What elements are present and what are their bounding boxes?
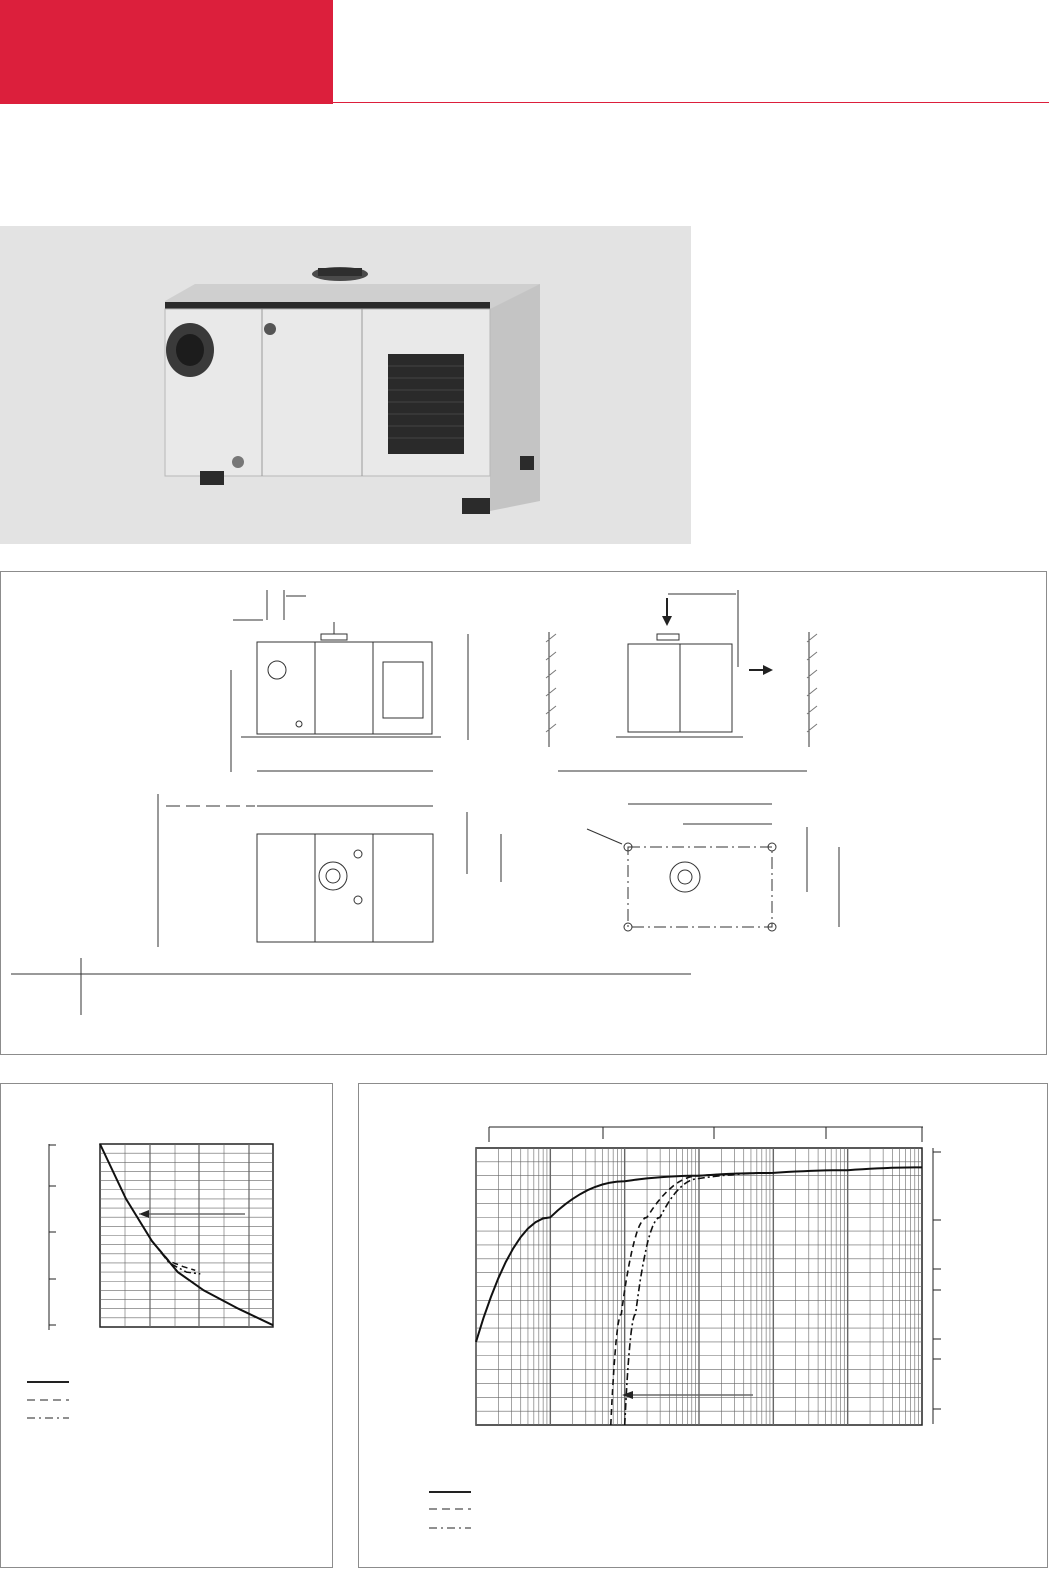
- pump-illustration: [0, 226, 691, 544]
- front-view: [231, 590, 468, 772]
- header-accent-block: [0, 0, 333, 104]
- dimension-views: [1, 572, 1048, 1056]
- chart-right-plot: [359, 1084, 1049, 1569]
- header-rule: [333, 102, 1049, 103]
- product-photo: [0, 226, 691, 544]
- side-view: [549, 590, 809, 771]
- top-view: [158, 794, 501, 947]
- chart-left: [0, 1083, 333, 1568]
- footprint-view: [587, 804, 839, 931]
- dimensional-drawing: [0, 571, 1047, 1055]
- chart-left-plot: [1, 1084, 334, 1569]
- chart-right: [358, 1083, 1048, 1568]
